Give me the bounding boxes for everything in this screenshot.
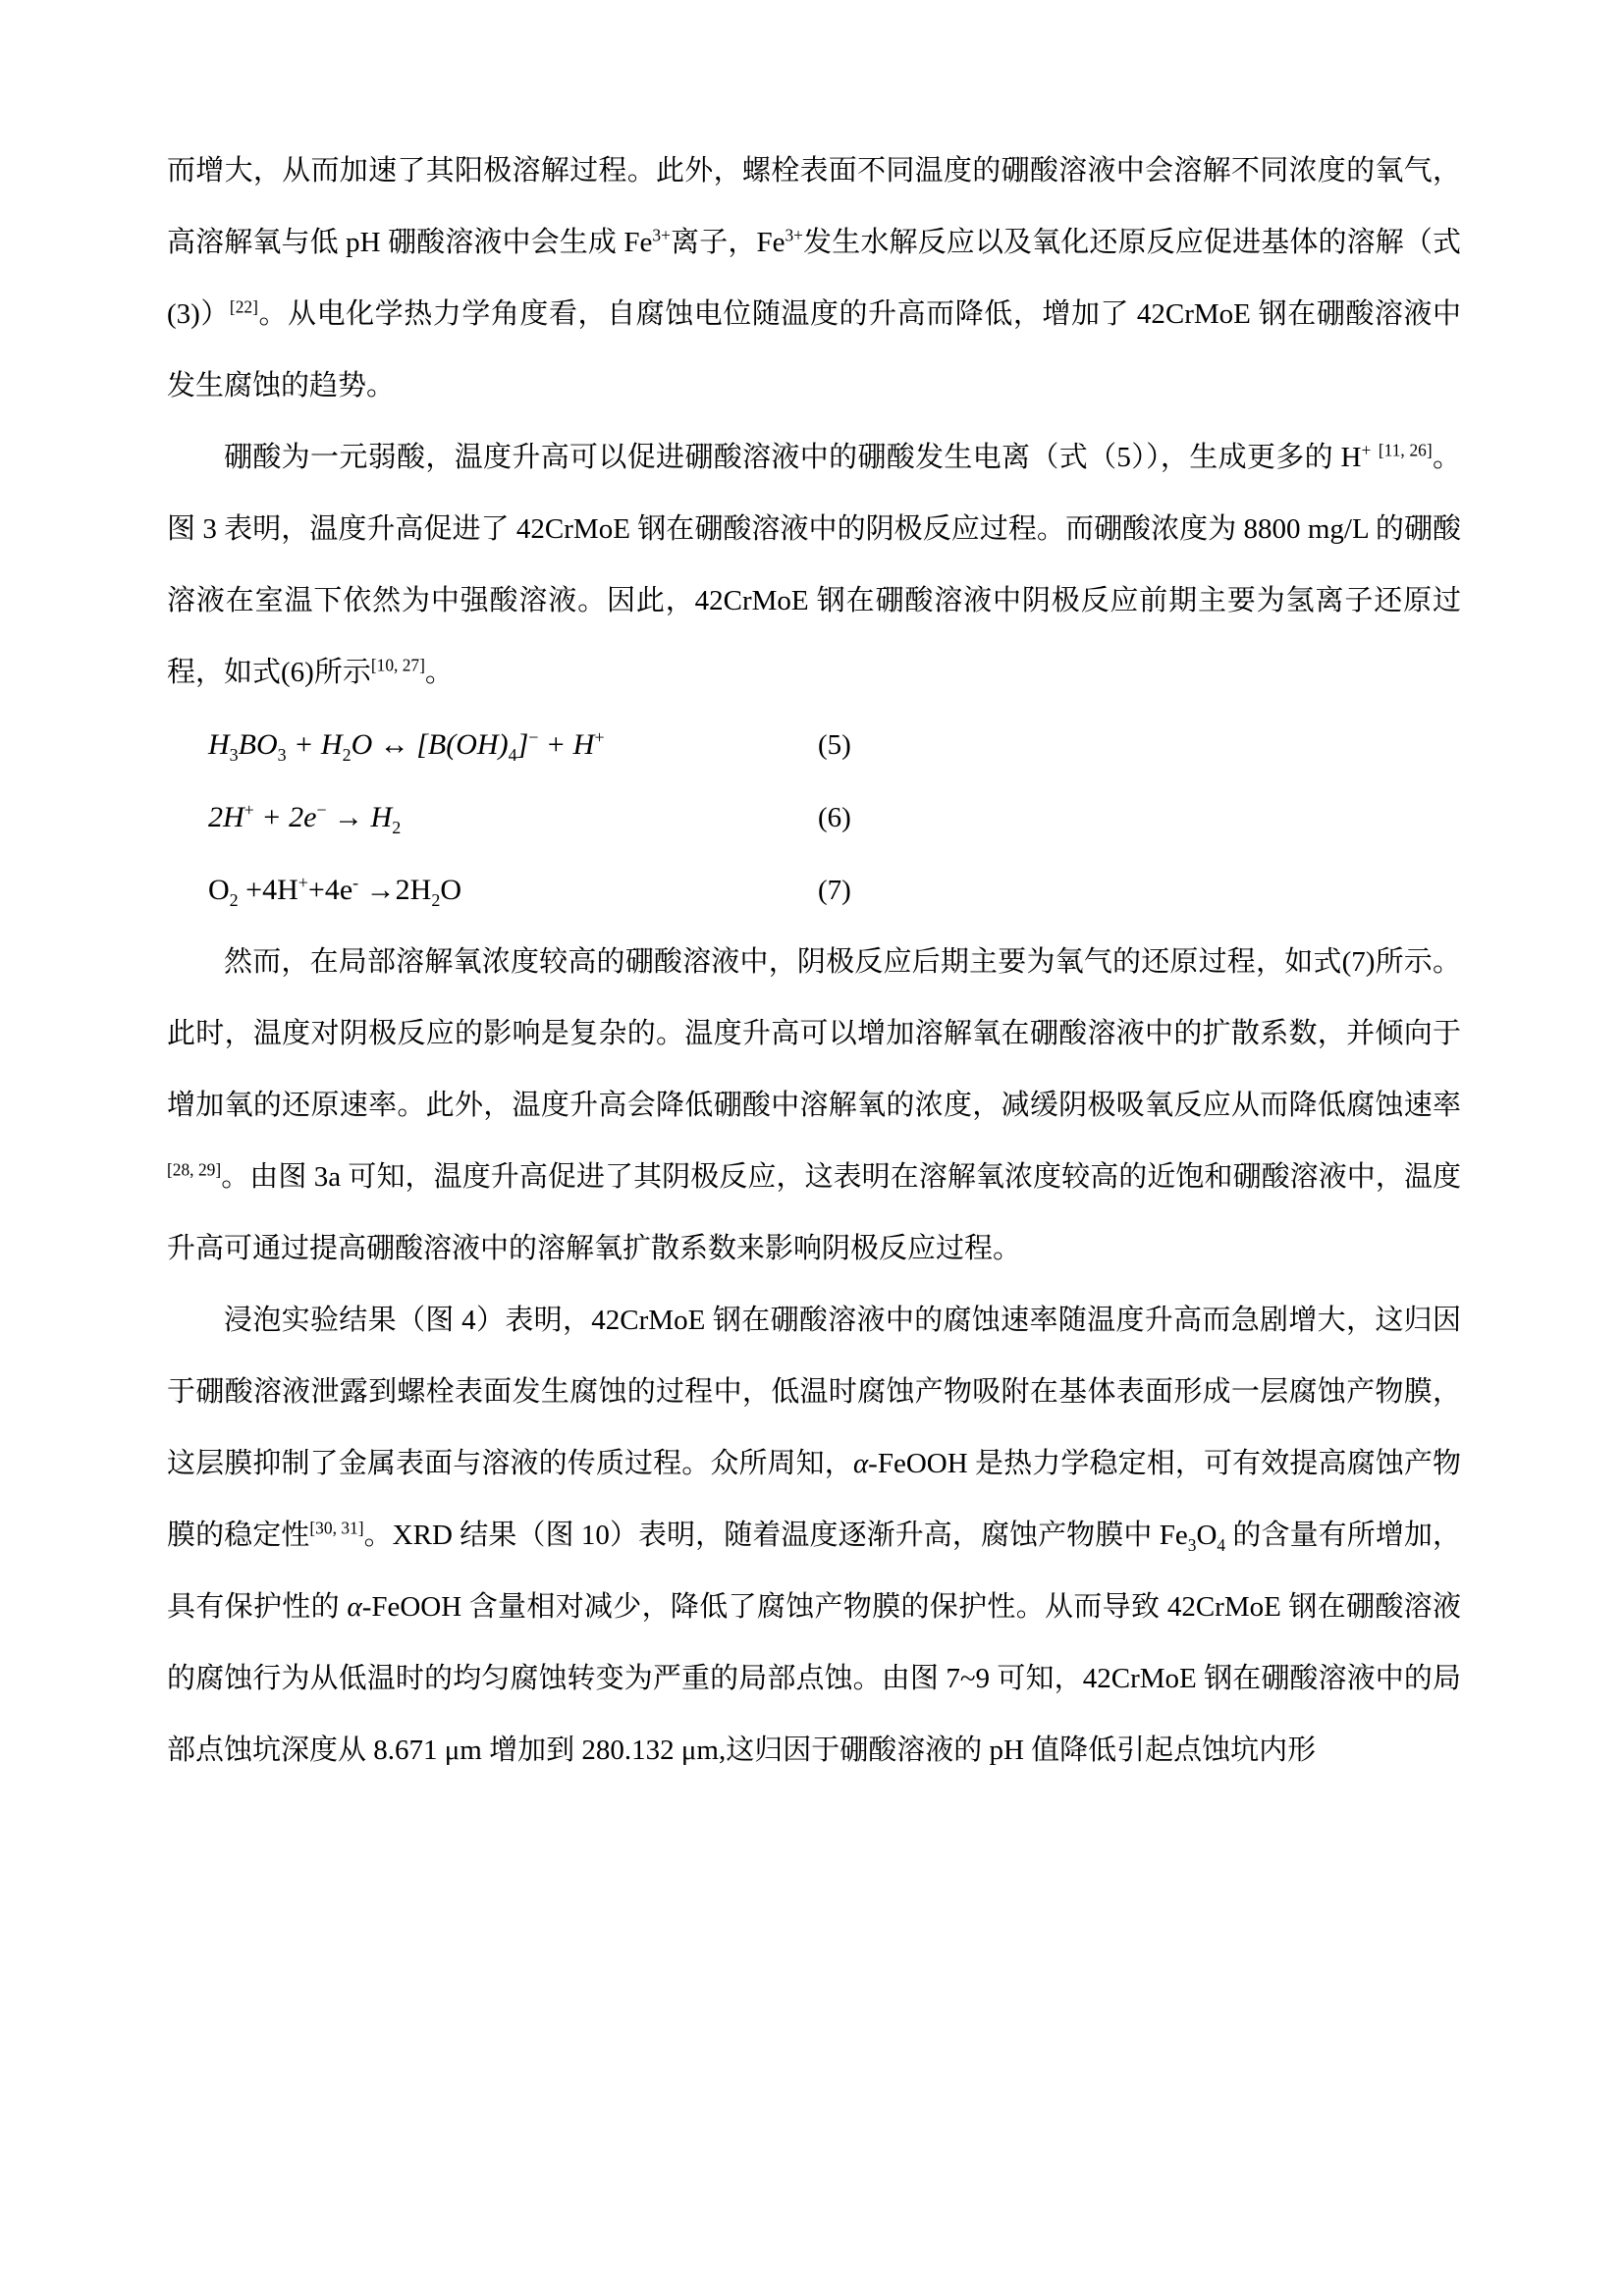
- subscript-run: 3: [229, 745, 239, 765]
- text-run: 然而，在局部溶解氧浓度较高的硼酸溶液中，阴极反应后期主要为氧气的还原过程，如式(7)所示。此时，温度对阴极反应的影响是复杂的。温度升高可以增加溶解氧在硼酸溶液中的扩散系数，并倾向于增加氧的还原速率。此外，温度升高会降低硼酸中溶解氧的浓度，减缓阴极吸氧反应从而降低腐蚀速率: [167, 946, 1461, 1121]
- equation-number: (5): [818, 729, 851, 761]
- subscript-run: 4: [508, 745, 517, 765]
- text-run: 发生水解反应以及氧化还原反应促进基体的溶解（式(3)）: [167, 227, 1461, 330]
- equation-formula: [208, 800, 402, 837]
- equation-formula: [208, 873, 461, 910]
- superscript-run: [11, 26]: [1378, 440, 1433, 460]
- text-run: →2H: [358, 874, 432, 906]
- subscript-run: 4: [1217, 1534, 1226, 1555]
- equation: [167, 854, 1461, 927]
- paragraph: [167, 135, 1461, 422]
- italic-run: α: [852, 1448, 869, 1479]
- italic-run: 2H: [208, 801, 244, 833]
- text-run: +4e: [307, 874, 353, 906]
- text-run: O: [440, 874, 461, 906]
- superscript-run: +: [244, 800, 254, 820]
- text-run: 。XRD 结果（图 10）表明，随着温度逐渐升高，腐蚀产物膜中 Fe: [363, 1520, 1188, 1551]
- italic-run: + 2e: [253, 801, 317, 833]
- subscript-run: 2: [342, 745, 352, 765]
- superscript-run: -: [352, 873, 359, 892]
- text-run: 硼酸为一元弱酸，温度升高可以促进硼酸溶液中的硼酸发生电离（式（5）），生成更多的 H: [224, 442, 1362, 473]
- equation: [167, 781, 1461, 854]
- text-run: 。由图 3a 可知，温度升高促进了其阴极反应，这表明在溶解氧浓度较高的近饱和硼酸溶液中，温度升高可通过提高硼酸溶液中的溶解氧扩散系数来影响阴极反应过程。: [167, 1161, 1462, 1264]
- text-run: O: [1196, 1520, 1218, 1551]
- text-run: 而增大，从而加速了其阳极溶解过程。此外，螺栓表面不同温度的硼酸溶液中会溶解不同浓度的氧气，高溶解氧与低 pH 硼酸溶液中会生成 Fe: [167, 155, 1461, 258]
- subscript-run: 2: [229, 890, 239, 910]
- text-run: 。: [424, 657, 454, 688]
- italic-run: ]: [516, 728, 529, 761]
- italic-run: + H: [286, 728, 343, 761]
- document-body: [167, 135, 1461, 1787]
- text-run: 离子，Fe: [670, 227, 785, 258]
- italic-run: → H: [326, 801, 393, 833]
- text-run: O: [208, 874, 230, 906]
- superscript-run: [22]: [229, 296, 258, 317]
- italic-run: α: [347, 1591, 362, 1623]
- italic-run: O ↔ [B(OH): [351, 728, 509, 761]
- equation-number: (7): [818, 875, 851, 906]
- subscript-run: 3: [1187, 1534, 1197, 1555]
- subscript-run: 2: [431, 890, 441, 910]
- text-run: -FeOOH 含量相对减少，降低了腐蚀产物膜的保护性。从而导致 42CrMoE 钢在硼酸溶液的腐蚀行为从低温时的均匀腐蚀转变为严重的局部点蚀。由图 7~9 可知，42CrMoE 钢在硼酸溶液中的局部点蚀坑深度从 8.671 μm 增加到 280.132 μm,这归因于硼酸溶液的 pH 值降低引起点蚀坑内形: [167, 1591, 1461, 1766]
- text-run: 。图 3 表明，温度升高促进了 42CrMoE 钢在硼酸溶液中的阴极反应过程。而硼酸浓度为 8800 mg/L 的硼酸溶液在室温下依然为中强酸溶液。因此，42CrMoE 钢在硼酸溶液中阴极反应前期主要为氢离子还原过程，如式(6)所示: [167, 442, 1461, 688]
- superscript-run: 3+: [652, 225, 671, 245]
- text-run: -FeOOH 是热力学稳定相，可有效提高腐蚀产物膜的稳定性: [167, 1448, 1461, 1551]
- superscript-run: [28, 29]: [167, 1159, 222, 1180]
- text-run: [1371, 442, 1379, 473]
- text-run: 浸泡实验结果（图 4）表明，42CrMoE 钢在硼酸溶液中的腐蚀速率随温度升高而急剧增大，这归因于硼酸溶液泄露到螺栓表面发生腐蚀的过程中，低温时腐蚀产物吸附在基体表面形成一层腐蚀产物膜，这层膜抑制了金属表面与溶液的传质过程。众所周知，: [167, 1305, 1461, 1479]
- subscript-run: 3: [277, 745, 287, 765]
- paragraph: [167, 927, 1461, 1285]
- text-run: 。从电化学热力学角度看，自腐蚀电位随温度的升高而降低，增加了 42CrMoE 钢在硼酸溶液中发生腐蚀的趋势。: [167, 298, 1461, 401]
- equation: [167, 709, 1461, 781]
- text-run: +4H: [238, 874, 298, 906]
- equation-formula: [208, 727, 605, 765]
- equation-number: (6): [818, 802, 851, 833]
- superscript-run: 3+: [785, 225, 803, 245]
- paragraph: [167, 422, 1461, 709]
- superscript-run: [30, 31]: [309, 1518, 364, 1538]
- superscript-run: −: [316, 800, 327, 820]
- superscript-run: [10, 27]: [370, 655, 425, 675]
- superscript-run: −: [528, 727, 539, 747]
- italic-run: H: [208, 728, 230, 761]
- italic-run: BO: [238, 728, 278, 761]
- superscript-run: +: [1361, 440, 1372, 460]
- superscript-run: +: [594, 727, 605, 747]
- italic-run: + H: [538, 728, 595, 761]
- superscript-run: +: [298, 873, 308, 892]
- paragraph: [167, 1285, 1461, 1787]
- subscript-run: 2: [392, 818, 402, 837]
- text-run: 的含量有所增加，具有保护性的: [167, 1520, 1461, 1623]
